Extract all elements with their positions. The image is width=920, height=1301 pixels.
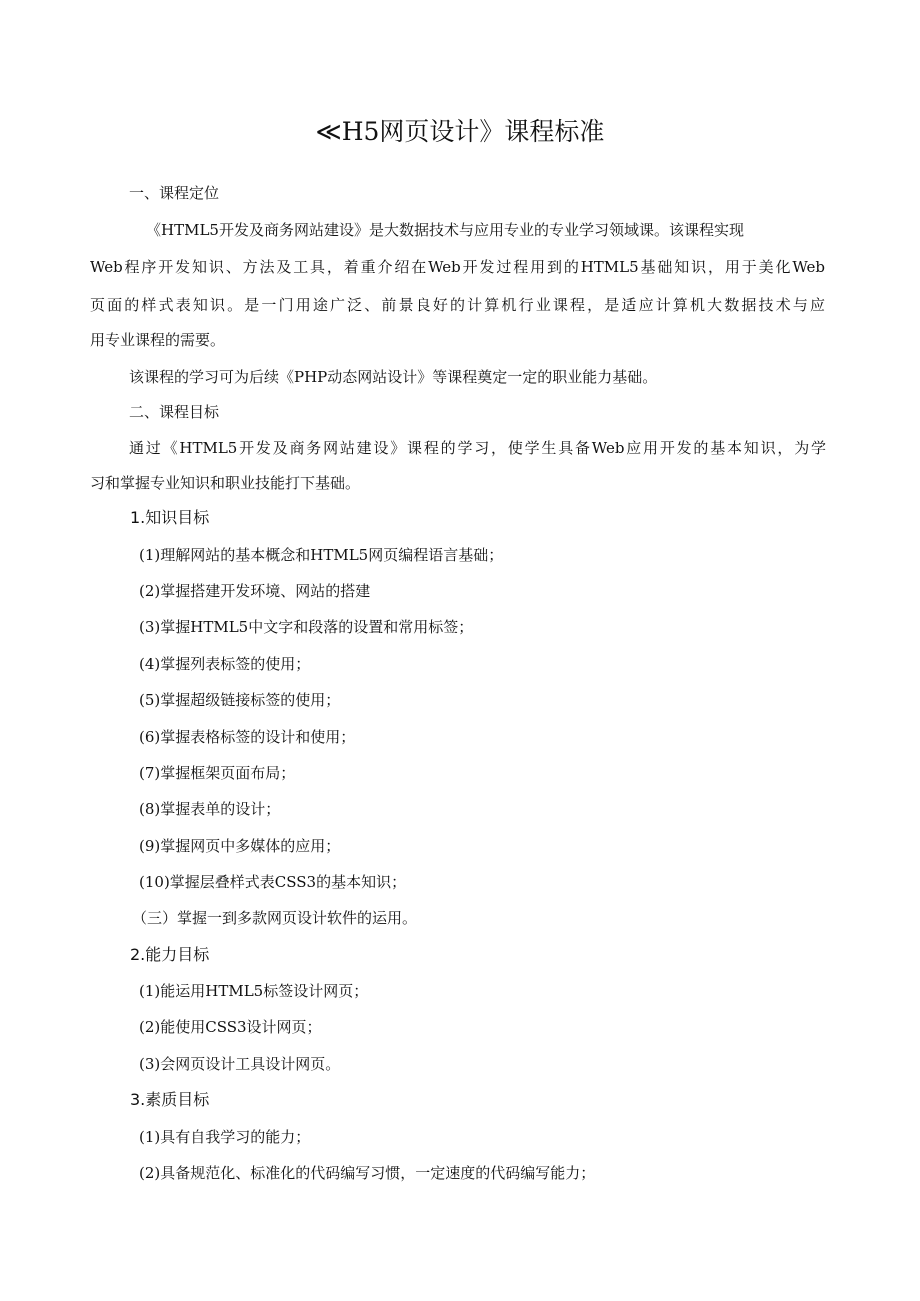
paragraph-line: 通过《HTML5开发及商务网站建设》课程的学习，使学生具备Web应用开发的基本知识，为学 — [129, 439, 826, 457]
list-item: (1)能运用HTML5标签设计网页； — [139, 982, 369, 1000]
paragraph-line: Web程序开发知识、方法及工具，着重介绍在Web开发过程用到的HTML5基础知识，用于美化Web — [90, 258, 825, 276]
section-heading-positioning: 一、课程定位 — [129, 184, 220, 202]
list-item: (4)掌握列表标签的使用； — [139, 655, 311, 673]
list-item: (6)掌握表格标签的设计和使用； — [139, 728, 356, 746]
section-heading-objectives: 二、课程目标 — [129, 403, 220, 421]
list-item: (8)掌握表单的设计； — [139, 800, 281, 818]
list-item: (9)掌握网页中多媒体的应用； — [139, 837, 341, 855]
list-item: （三）掌握一到多款网页设计软件的运用。 — [132, 909, 418, 927]
list-item: (1)理解网站的基本概念和HTML5网页编程语言基础； — [139, 546, 504, 564]
list-item: (2)具备规范化、标准化的代码编写习惯，一定速度的代码编写能力； — [139, 1164, 596, 1182]
list-item: (10)掌握层叠样式表CSS3的基本知识； — [139, 873, 407, 891]
list-item: (3)掌握HTML5中文字和段落的设置和常用标签； — [139, 618, 474, 636]
knowledge-heading: 1.知识目标 — [130, 508, 210, 527]
list-item: (2)掌握搭建开发环境、网站的搭建 — [139, 582, 371, 600]
paragraph-line: 习和掌握专业知识和职业技能打下基础。 — [90, 474, 361, 492]
list-item: (5)掌握超级链接标签的使用； — [139, 691, 341, 709]
list-item: (1)具有自我学习的能力； — [139, 1128, 311, 1146]
paragraph-line: 用专业课程的需要。 — [90, 331, 226, 349]
ability-heading: 2.能力目标 — [130, 945, 210, 964]
list-item: (7)掌握框架页面布局； — [139, 764, 296, 782]
list-item: (3)会网页设计工具设计网页。 — [139, 1055, 341, 1073]
quality-heading: 3.素质目标 — [130, 1090, 210, 1109]
paragraph-line: 《HTML5开发及商务网站建设》是大数据技术与应用专业的专业学习领域课。该课程实现 — [146, 221, 744, 239]
paragraph-line: 页面的样式表知识。是一门用途广泛、前景良好的计算机行业课程，是适应计算机大数据技术与应 — [90, 296, 825, 314]
paragraph-line: 该课程的学习可为后续《PHP动态网站设计》等课程奠定一定的职业能力基础。 — [129, 368, 658, 386]
list-item: (2)能使用CSS3设计网页； — [139, 1018, 322, 1036]
page-title: ≪H5网页设计》课程标准 — [315, 117, 605, 146]
